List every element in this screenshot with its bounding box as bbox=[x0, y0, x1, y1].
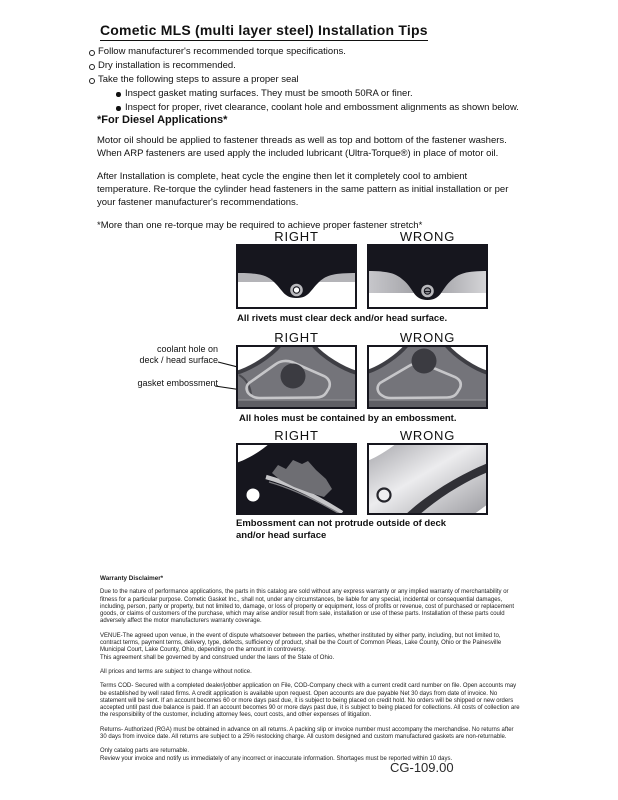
tip-text: Inspect for proper, rivet clearance, coolant hole and embossment alignments as shown below. bbox=[125, 102, 519, 113]
row3-wrong-figure bbox=[367, 443, 488, 515]
tip-text: Inspect gasket mating surfaces. They must be smooth 50RA or finer. bbox=[125, 88, 413, 99]
tip-text: Dry installation is recommended. bbox=[98, 60, 236, 71]
embossment-protrusion-right-image bbox=[236, 443, 357, 515]
hole-embossment-wrong-image bbox=[367, 345, 488, 409]
tip-text: Take the following steps to assure a proper seal bbox=[98, 74, 299, 85]
warranty-paragraph: Due to the nature of performance applications, the parts in this catalog are sold without any express warranty or any implied warranty of merchantability or fitness for a particular purpose. Cometic Gasket Inc., shall not, under any circumstances, be liable for any special, incidental or consequential damages, including, person, party or property, but not limited to, damage, or loss of property or equipment, loss of profits or revenue, cost of purchased or replacement goods, or claims of customers of the purchase, which may arise and/or result from sale, installation or use of these parts. Installation of these parts could adversely affect the motor manufacturers warranty coverage. bbox=[100, 589, 515, 625]
review-invoice-line: Review your invoice and notify us immediately of any incorrect or inaccurate information. Shortages must be reported within 10 days. bbox=[100, 755, 453, 762]
venue-paragraph: VENUE-The agreed upon venue, in the event of dispute whatsoever between the parties, whether instituted by either party, including, but not limited to, contract terms, payment terms, delivery, type, defects, sufficiency of product, shall be the Court of Common Pleas, Lake County, Ohio or the Painesville Municipal Court, Lake County, Ohio, depending on the amount in controversy. bbox=[100, 632, 502, 654]
row1-right-label: RIGHT bbox=[274, 229, 319, 244]
embossment-protrusion-wrong-image bbox=[367, 443, 488, 515]
row1-wrong-label: WRONG bbox=[399, 229, 456, 244]
returns-paragraph: Returns- Authorized (RGA) must be obtained in advance on all returns. A packing slip or invoice number must accompany the merchandise. No returns after 30 days from invoice date. All returns are subject to a 25% restocking charge. All custom designed and custom manufactured gaskets are non-returnable. bbox=[100, 726, 514, 741]
list-item bbox=[88, 73, 528, 87]
circle-bullet-icon bbox=[89, 50, 95, 56]
list-item bbox=[88, 59, 528, 73]
warranty-heading: Warranty Disclaimer* bbox=[100, 575, 164, 582]
diesel-heading: *For Diesel Applications* bbox=[97, 114, 228, 126]
circle-bullet-icon bbox=[89, 64, 95, 70]
row3-right-label: RIGHT bbox=[274, 428, 319, 443]
row3-right-figure bbox=[236, 443, 357, 515]
warranty-disclaimer-section bbox=[100, 575, 520, 763]
retorque-note: *More than one re-torque may be required to achieve proper fastener stretch* bbox=[97, 220, 423, 231]
row3-caption: Embossment can not protrude outside of deck and/or head surface bbox=[236, 518, 447, 541]
circle-bullet-icon bbox=[89, 78, 95, 84]
row2-wrong-label: WRONG bbox=[399, 330, 456, 345]
rivet-clearance-wrong-image bbox=[367, 244, 488, 309]
list-item bbox=[88, 45, 528, 59]
row1-caption: All rivets must clear deck and/or head surface. bbox=[237, 313, 448, 324]
page-number: CG-109.00 bbox=[390, 760, 454, 775]
terms-paragraph: Terms COD- Secured with a completed dealer/jobber application on File, COD-Company check with a current credit card number on file. Open accounts may be established by well rated firms. A credit application is available upon request. Open accounts are due payable Net 30 days from date of invoice. No statement will be sent. If an account becomes 60 or more days past due, it is subject to being placed on credit hold. No orders will be shipped or new orders accepted until past due balance is paid. If an account becomes 90 or more days past due, it is subject to being placed for collections. All costs of collection are the responsibility of the customer, including attorney fees, court costs, and other expenses of litigation. bbox=[100, 683, 520, 719]
row1-right-figure bbox=[236, 244, 357, 309]
coolant-hole-annotation: coolant hole on deck / head surface bbox=[139, 344, 218, 365]
diesel-applications-section bbox=[97, 114, 521, 242]
catalog-parts-line: Only catalog parts are returnable. bbox=[100, 748, 190, 755]
page-title: Cometic MLS (multi layer steel) Installation Tips bbox=[100, 22, 428, 41]
rivet-clearance-right-image bbox=[236, 244, 357, 309]
prices-line: All prices and terms are subject to change without notice. bbox=[100, 668, 252, 675]
tip-text: Follow manufacturer's recommended torque specifications. bbox=[98, 46, 346, 57]
diesel-paragraph: Motor oil should be applied to fastener threads as well as top and bottom of the fastener washers. When ARP fasteners are used apply the included lubricant (Ultra-Torque®) in place of motor oil. bbox=[97, 135, 507, 159]
row2-right-label: RIGHT bbox=[274, 330, 319, 345]
list-item bbox=[88, 101, 528, 115]
row2-caption: All holes must be contained by an embossment. bbox=[239, 413, 457, 424]
bullet-icon bbox=[116, 92, 121, 97]
row2-wrong-figure bbox=[367, 345, 488, 409]
installation-tips-list bbox=[88, 45, 528, 115]
governing-law-line: This agreement shall be governed by and construed under the laws of the State of Ohio. bbox=[100, 654, 335, 661]
gasket-embossment-annotation: gasket embossment bbox=[137, 378, 218, 388]
list-item bbox=[88, 87, 528, 101]
diesel-paragraph: After Installation is complete, heat cycle the engine then let it completely cool to ambient temperature. Re-torque the cylinder head fasteners in the same pattern as initial installation or per your fastener manufacturer's recommendations. bbox=[97, 171, 509, 208]
row3-wrong-label: WRONG bbox=[399, 428, 456, 443]
bullet-icon bbox=[116, 106, 121, 111]
row1-wrong-figure bbox=[367, 244, 488, 309]
hole-embossment-right-image bbox=[236, 345, 357, 409]
row2-right-figure bbox=[236, 345, 357, 409]
